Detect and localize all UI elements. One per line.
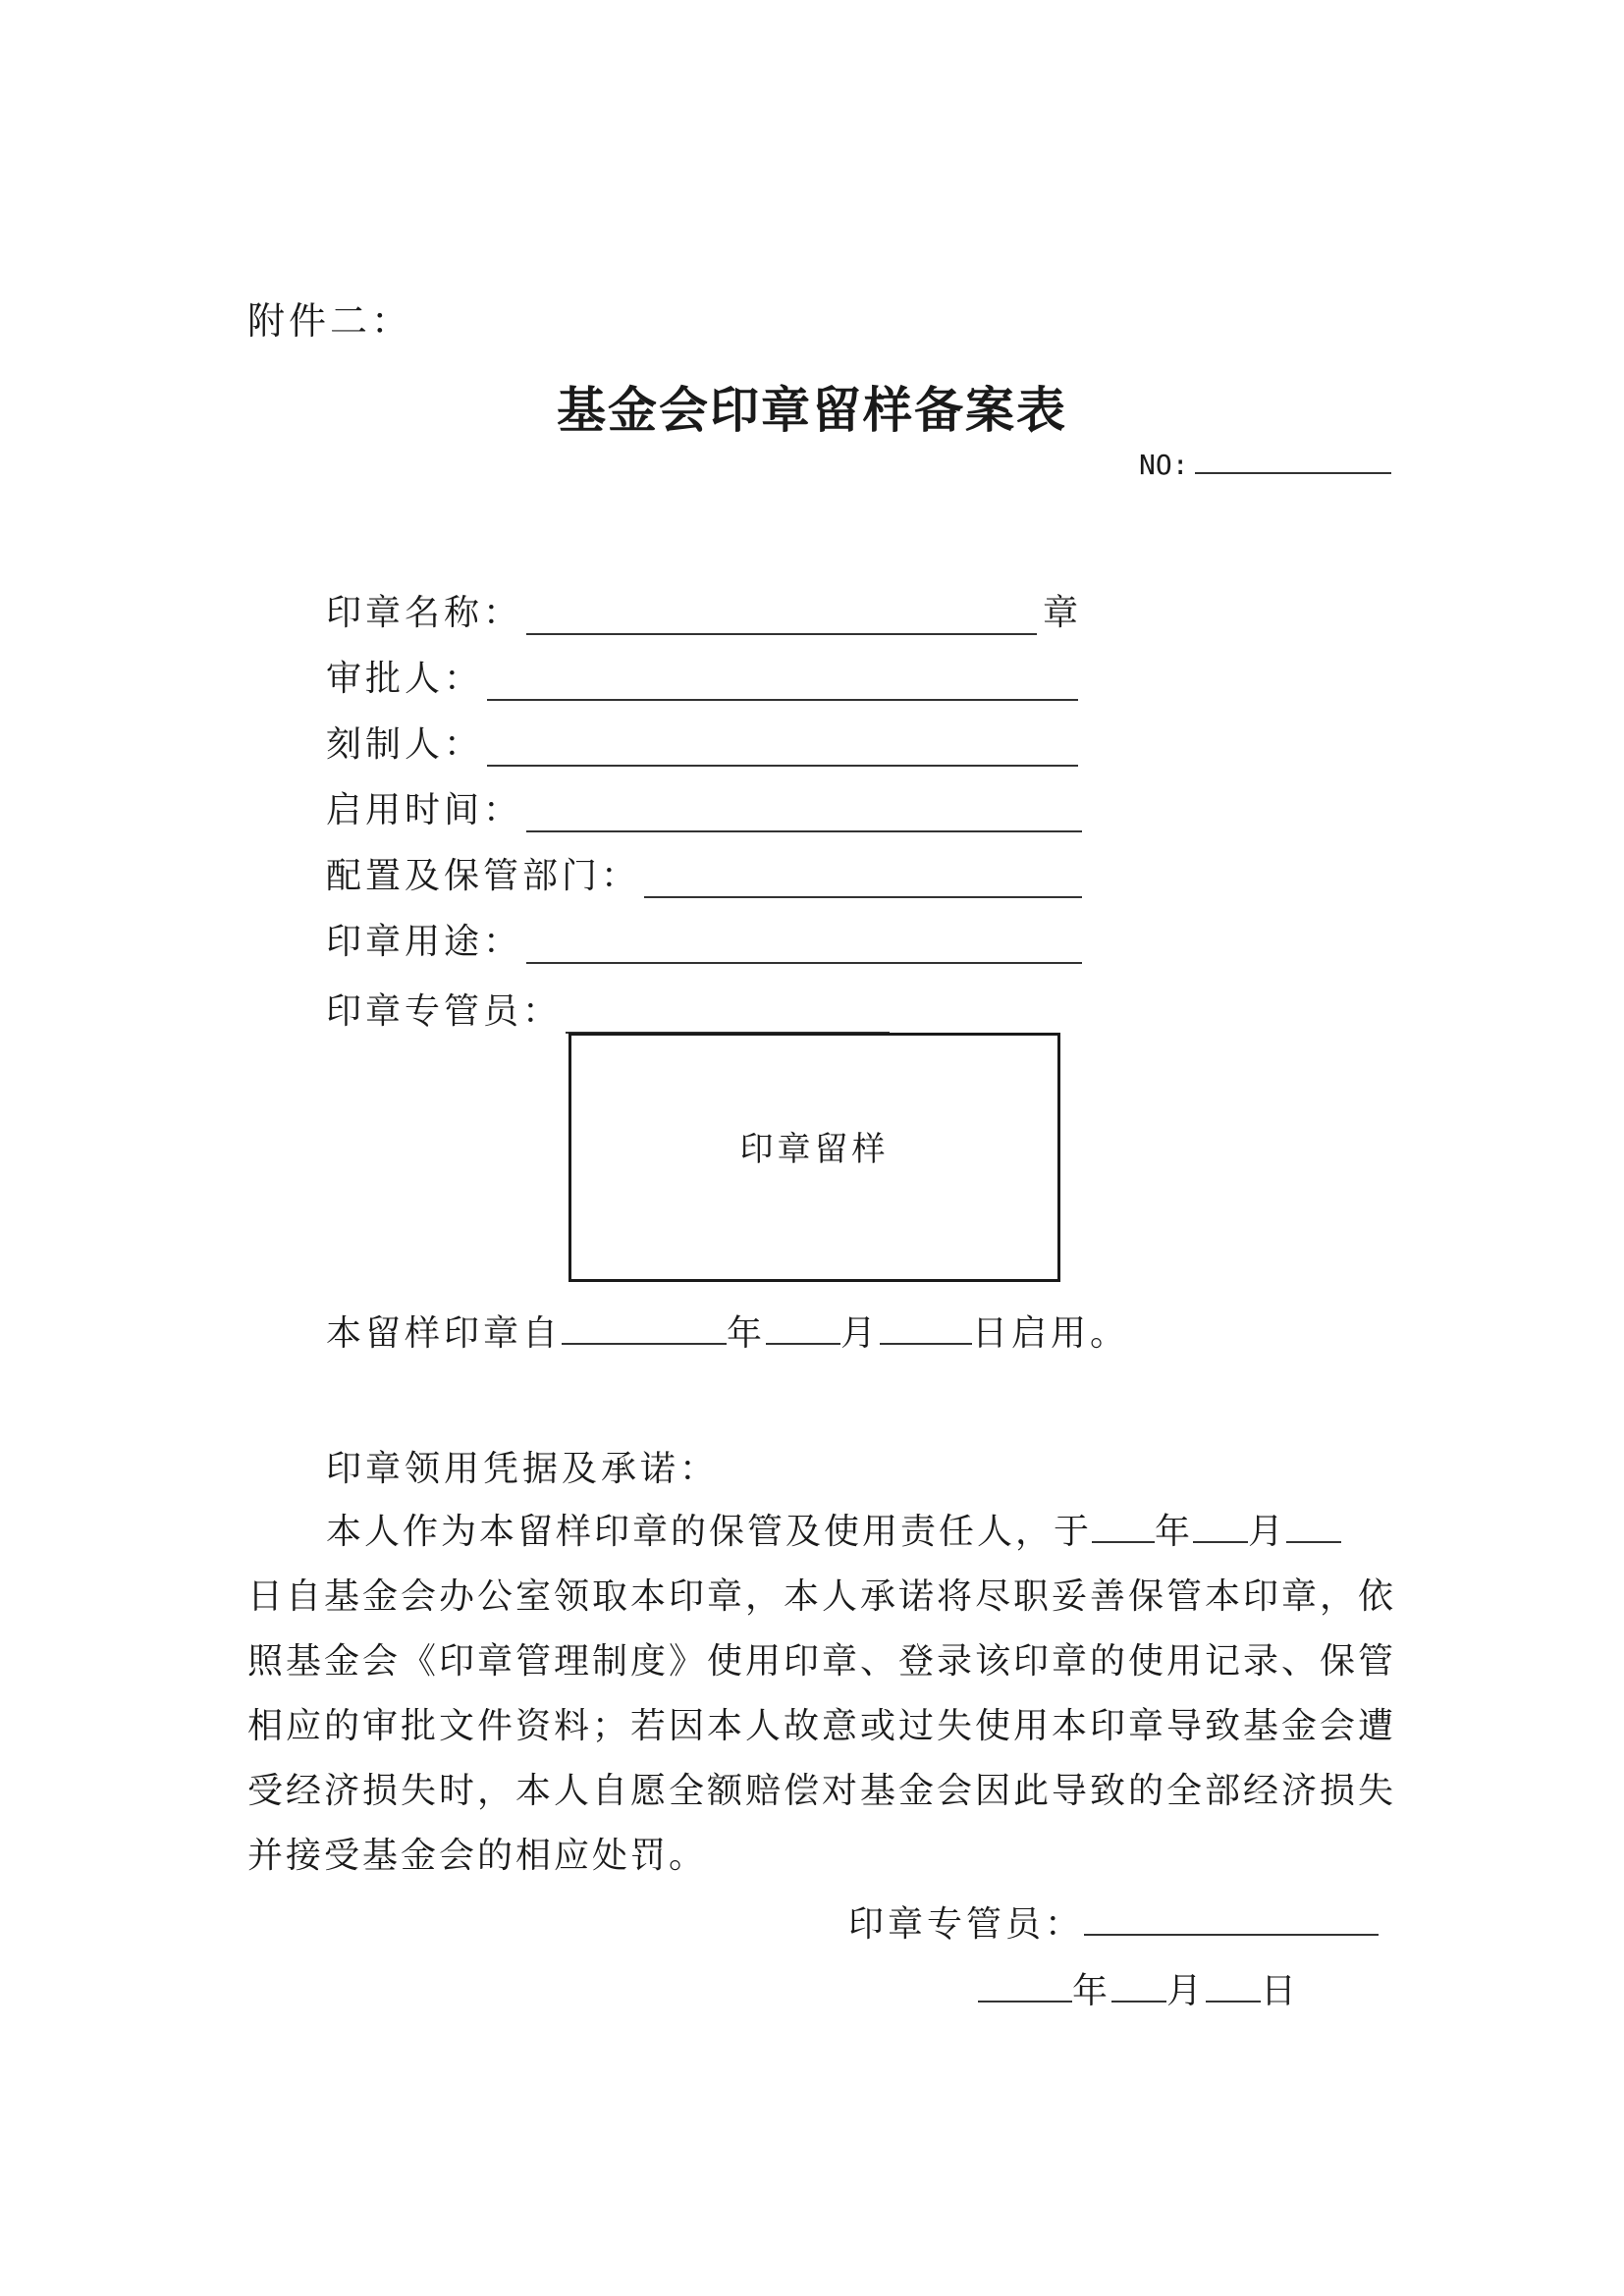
start-day-label: 日启用。 <box>972 1313 1130 1354</box>
field-seal-purpose <box>326 914 1082 964</box>
field-label: 审批人： <box>326 659 484 699</box>
attachment-label: 附件二： <box>247 299 413 343</box>
sign-month-label: 月 <box>1166 1971 1207 2011</box>
field-label: 配置及保管部门： <box>326 856 641 896</box>
field-label: 印章名称： <box>326 593 523 633</box>
start-day-blank[interactable] <box>880 1313 972 1345</box>
field-suffix: 章 <box>1043 593 1083 633</box>
start-month-blank[interactable] <box>766 1313 840 1345</box>
department-blank[interactable] <box>644 867 1082 898</box>
signature-blank[interactable] <box>1084 1904 1379 1936</box>
seal-custodian-blank[interactable] <box>566 1002 890 1034</box>
commit-year-blank[interactable] <box>1092 1512 1155 1543</box>
field-label: 印章专管员： <box>326 991 563 1032</box>
signature-line <box>848 1896 1379 1947</box>
field-seal-custodian <box>326 984 890 1034</box>
start-date-sentence <box>326 1306 1129 1356</box>
commit-month-blank[interactable] <box>1193 1512 1248 1543</box>
seal-sample-label: 印章留样 <box>739 1130 890 1169</box>
start-month-label: 月 <box>840 1313 881 1354</box>
commitment-line: 相应的审批文件资料；若因本人故意或过失使用本印章导致基金会遭 <box>247 1706 1397 1746</box>
sign-day-label: 日 <box>1261 1971 1301 2011</box>
commitment-paragraph <box>247 1500 1397 1889</box>
signature-date <box>978 1963 1300 2013</box>
field-department <box>326 848 1082 898</box>
commitment-line: 受经济损失时，本人自愿全额赔偿对基金会因此导致的全部经济损失 <box>247 1771 1397 1811</box>
commitment-heading: 印章领用凭据及承诺： <box>326 1449 720 1489</box>
form-title: 基金会印章留样备案表 <box>557 381 1067 439</box>
sign-month-blank[interactable] <box>1111 1971 1166 2002</box>
commitment-line: 并接受基金会的相应处罚。 <box>247 1836 708 1876</box>
commit-year-label: 年 <box>1155 1512 1194 1552</box>
field-approver <box>326 651 1078 701</box>
approver-blank[interactable] <box>487 669 1078 701</box>
field-label: 刻制人： <box>326 724 484 765</box>
commit-day-blank[interactable] <box>1286 1512 1341 1543</box>
start-sentence-prefix: 本留样印章自 <box>326 1313 563 1354</box>
form-number-blank[interactable] <box>1195 447 1391 474</box>
form-number-label: NO: <box>1139 449 1189 481</box>
engraver-blank[interactable] <box>487 735 1078 767</box>
start-year-blank[interactable] <box>562 1313 727 1345</box>
start-time-blank[interactable] <box>526 801 1082 832</box>
sign-day-blank[interactable] <box>1206 1971 1261 2002</box>
start-year-label: 年 <box>727 1313 767 1354</box>
commitment-line: 照基金会《印章管理制度》使用印章、登录该印章的使用记录、保管 <box>247 1641 1397 1682</box>
seal-sample-box[interactable] <box>568 1033 1060 1282</box>
commit-month-label: 月 <box>1248 1512 1287 1552</box>
seal-name-blank[interactable] <box>526 604 1037 635</box>
commitment-line <box>247 1500 1386 1565</box>
field-label: 启用时间： <box>326 790 523 830</box>
commitment-line1-text: 本人作为本留样印章的保管及使用责任人，于 <box>326 1512 1093 1552</box>
field-engraver <box>326 717 1078 767</box>
field-seal-name <box>326 585 1082 635</box>
signature-label: 印章专管员： <box>848 1904 1085 1945</box>
commitment-line: 日自基金会办公室领取本印章，本人承诺将尽职妥善保管本印章，依 <box>247 1576 1397 1617</box>
seal-purpose-blank[interactable] <box>526 933 1082 964</box>
sign-year-label: 年 <box>1072 1971 1112 2011</box>
form-number <box>1139 447 1391 481</box>
field-label: 印章用途： <box>326 922 523 962</box>
sign-year-blank[interactable] <box>978 1971 1072 2002</box>
field-start-time <box>326 782 1082 832</box>
